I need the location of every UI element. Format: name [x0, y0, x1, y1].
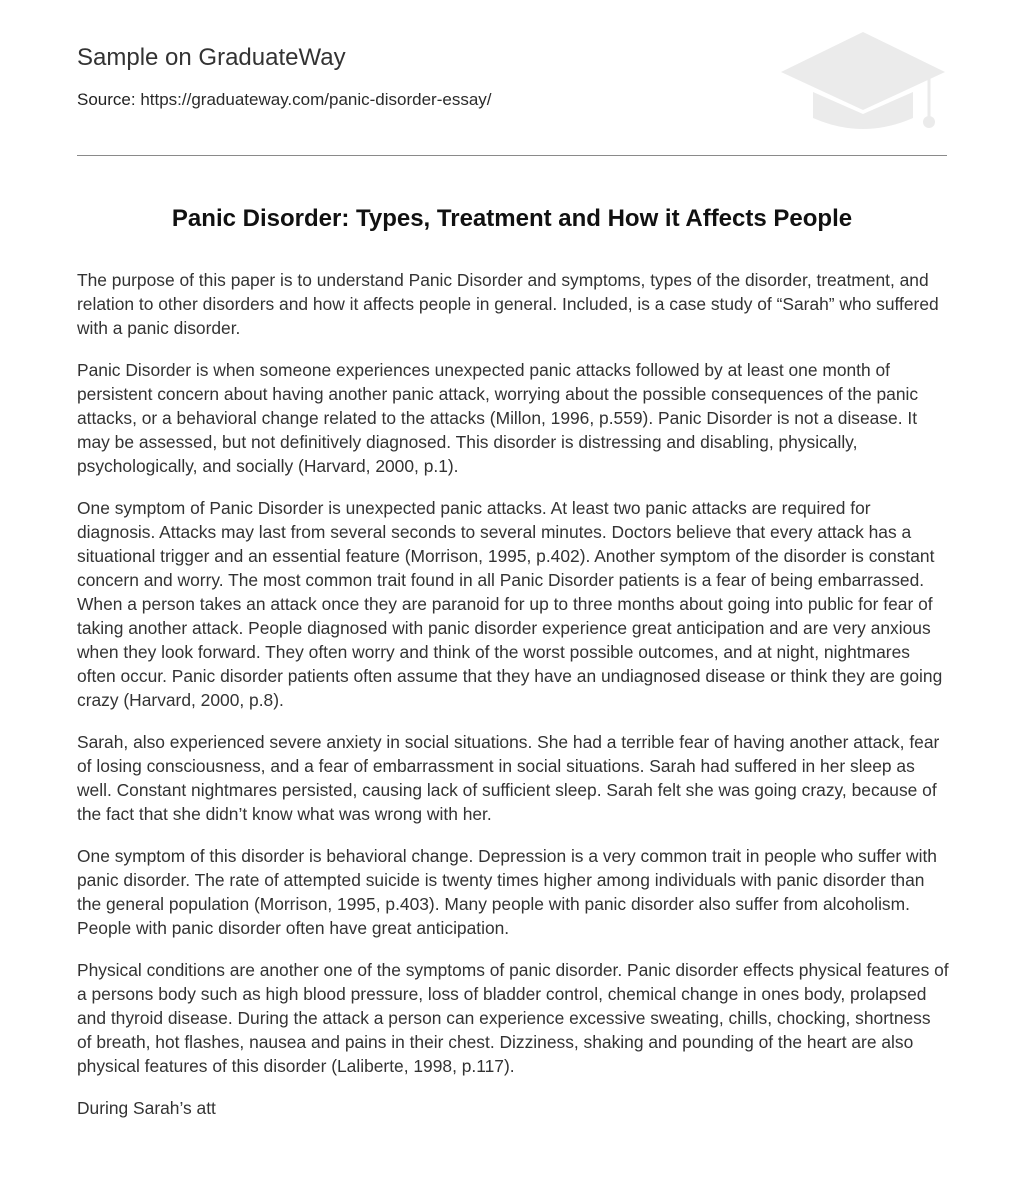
article-title: Panic Disorder: Types, Treatment and How it Affects People — [171, 205, 853, 232]
paragraph: One symptom of this disorder is behavioral change. Depression is a very common trait in people who suffer with panic disorder. The rate of attempted suicide is twenty times higher among individuals with panic disorder than the general population (Morrison, 1995, p.403). Many people with panic disorder also suffer from alcoholism. People with panic disorder often have great anticipation. — [77, 846, 937, 938]
paragraph: The purpose of this paper is to understand Panic Disorder and symptoms, types of the disorder, treatment, and relation to other disorders and how it affects people in general. Included, is a case study of “Sarah” who suffered with a panic disorder. — [77, 270, 939, 338]
graduation-cap-icon — [779, 30, 947, 134]
article-body — [77, 268, 949, 1138]
site-name: Sample on GraduateWay — [77, 44, 346, 71]
source-label: Source: — [77, 90, 136, 109]
paragraph: One symptom of Panic Disorder is unexpected panic attacks. At least two panic attacks are required for diagnosis. Attacks may last from several seconds to several minutes. Doctors believe that every attack has a situational trigger and an essential feature (Morrison, 1995, p.402). Another symptom of the disorder is constant concern and worry. The most common trait found in all Panic Disorder patients is a fear of being embarrassed. When a person takes an attack once they are paranoid for up to three months about going into public for fear of taking another attack. People diagnosed with panic disorder experience great anticipation and are very anxious when they look forward. They often worry and think of the worst possible outcomes, and at night, nightmares often occur. Panic disorder patients often assume that they have an undiagnosed disease or think they are going crazy (Harvard, 2000, p.8). — [77, 498, 943, 710]
paragraph: Physical conditions are another one of the symptoms of panic disorder. Panic disorder effects physical features of a persons body such as high blood pressure, loss of bladder control, chemical change in ones body, prolapsed and thyroid disease. During the attack a person can experience excessive sweating, chills, chocking, shortness of breath, hot flashes, nausea and pains in their chest. Dizziness, shaking and pounding of the heart are also physical features of this disorder (Laliberte, 1998, p.117). — [77, 960, 949, 1076]
header-divider — [77, 155, 947, 156]
paragraph: Sarah, also experienced severe anxiety in social situations. She had a terrible fear of having another attack, fear of losing consciousness, and a fear of embarrassment in social situations. Sarah had suffered in her sleep as well. Constant nightmares persisted, causing lack of sufficient sleep. Sarah felt she was going crazy, because of the fact that she didn’t know what was wrong with her. — [77, 732, 940, 824]
paragraph: Panic Disorder is when someone experiences unexpected panic attacks followed by at least one month of persistent concern about having another panic attack, worrying about the possible consequences of the panic attacks, or a behavioral change related to the attacks (Millon, 1996, p.559). Panic Disorder is not a disease. It may be assessed, but not definitively diagnosed. This disorder is distressing and disabling, physically, psychologically, and socially (Harvard, 2000, p.1). — [77, 360, 919, 476]
source-link[interactable]: https://graduateway.com/panic-disorder-essay/ — [140, 90, 492, 109]
paragraph-truncated: During Sarah’s att — [77, 1098, 216, 1118]
page-header — [77, 0, 947, 156]
source-line — [77, 90, 492, 110]
